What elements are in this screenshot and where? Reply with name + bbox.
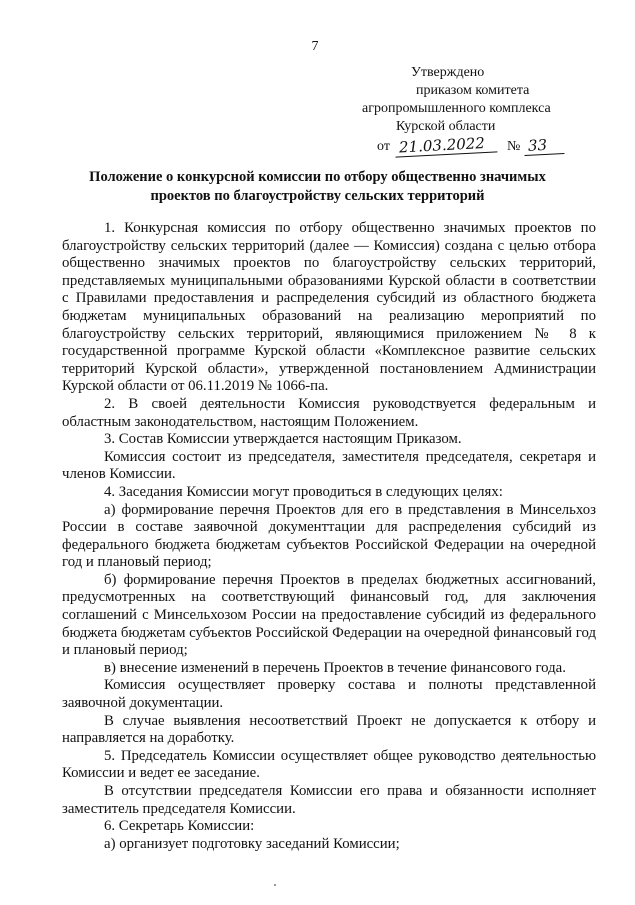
paragraph: а) организует подготовку заседаний Комиссии; bbox=[104, 835, 400, 852]
paragraph: Комиссия состоит из председателя, заместителя председателя, секретаря и членов Комиссии. bbox=[62, 448, 596, 483]
approval-line: агропромышленного комплекса bbox=[362, 101, 551, 116]
paragraph: В отсутствии председателя Комиссии его права и обязанности исполняет заместитель председателя Комиссии. bbox=[62, 783, 596, 817]
paragraph: 3. Состав Комиссии утверждается настоящим Приказом. bbox=[104, 431, 462, 448]
approval-line: приказом комитета bbox=[416, 83, 530, 98]
number-prefix: № bbox=[506, 139, 521, 154]
document-body bbox=[62, 220, 596, 853]
approval-line: Курской области bbox=[396, 119, 496, 134]
paragraph: Комиссия осуществляет проверку состава и полноты представленной заявочной документации. bbox=[62, 677, 596, 712]
handwritten-number: 33 bbox=[523, 135, 564, 156]
paragraph: В случае выявления несоответствий Проект не допускается к отбору и направляется на доработку. bbox=[62, 712, 596, 747]
paragraph: 5. Председатель Комиссии осуществляет общее руководство деятельностью Комиссии и ведет ее заседание. bbox=[62, 747, 596, 782]
paragraph: 1. Конкурсная комиссия по отбору общественно значимых проектов по благоустройству сельских территорий (далее — Комиссия) создана с целью отбора общественно значимых проектов по благоустройству сельских территорий, представляемых муниципальными образованиями Курской области в соответствии с Правилами предоставления и распределения субсидий из областного бюджета бюджетам муниципальных образований на реализацию мероприятий по благоустройству сельских территорий, являющимися приложением № 8 к государственной программе Курской области «Комплексное развитие сельских территорий Курской области», утвержденной постановлением Администрации Курской области от 06.11.2019 № 1066-па. bbox=[62, 220, 596, 395]
paragraph: а) формирование перечня Проектов для его в представления в Минсельхоз России в составе заявочной документтации для распределения субсидий из федерального бюджета бюджетам субъектов Российской Федерации на очередной год и плановый период; bbox=[62, 501, 596, 571]
scan-speck bbox=[274, 884, 276, 886]
page-number: 7 bbox=[311, 39, 319, 54]
handwritten-date: 21.03.2022 bbox=[395, 133, 498, 157]
date-prefix: от bbox=[377, 139, 390, 154]
approval-date-row bbox=[377, 133, 564, 157]
approval-line: Утверждено bbox=[411, 65, 485, 80]
paragraph: б) формирование перечня Проектов в пределах бюджетных ассигнований, предусмотренных на соответствующий финансовый год, для заключения соглашений с Минсельхозом России на предоставление субсидий из федерального бюджета бюджетам субъектов Российской Федерации на очередной финансовый год и плановый период; bbox=[62, 571, 596, 659]
paragraph: в) внесение изменений в перечень Проектов в течение финансового года. bbox=[104, 659, 566, 676]
document-title: Положение о конкурсной комиссии по отбору общественно значимых проектов по благоустройству сельских территорий bbox=[89, 169, 546, 204]
paragraph: 2. В своей деятельности Комиссия руководствуется федеральным и областным законодательством, настоящим Положением. bbox=[62, 395, 596, 430]
paragraph: 6. Секретарь Комиссии: bbox=[104, 818, 255, 835]
paragraph: 4. Заседания Комиссии могут проводиться в следующих целях: bbox=[104, 483, 503, 500]
